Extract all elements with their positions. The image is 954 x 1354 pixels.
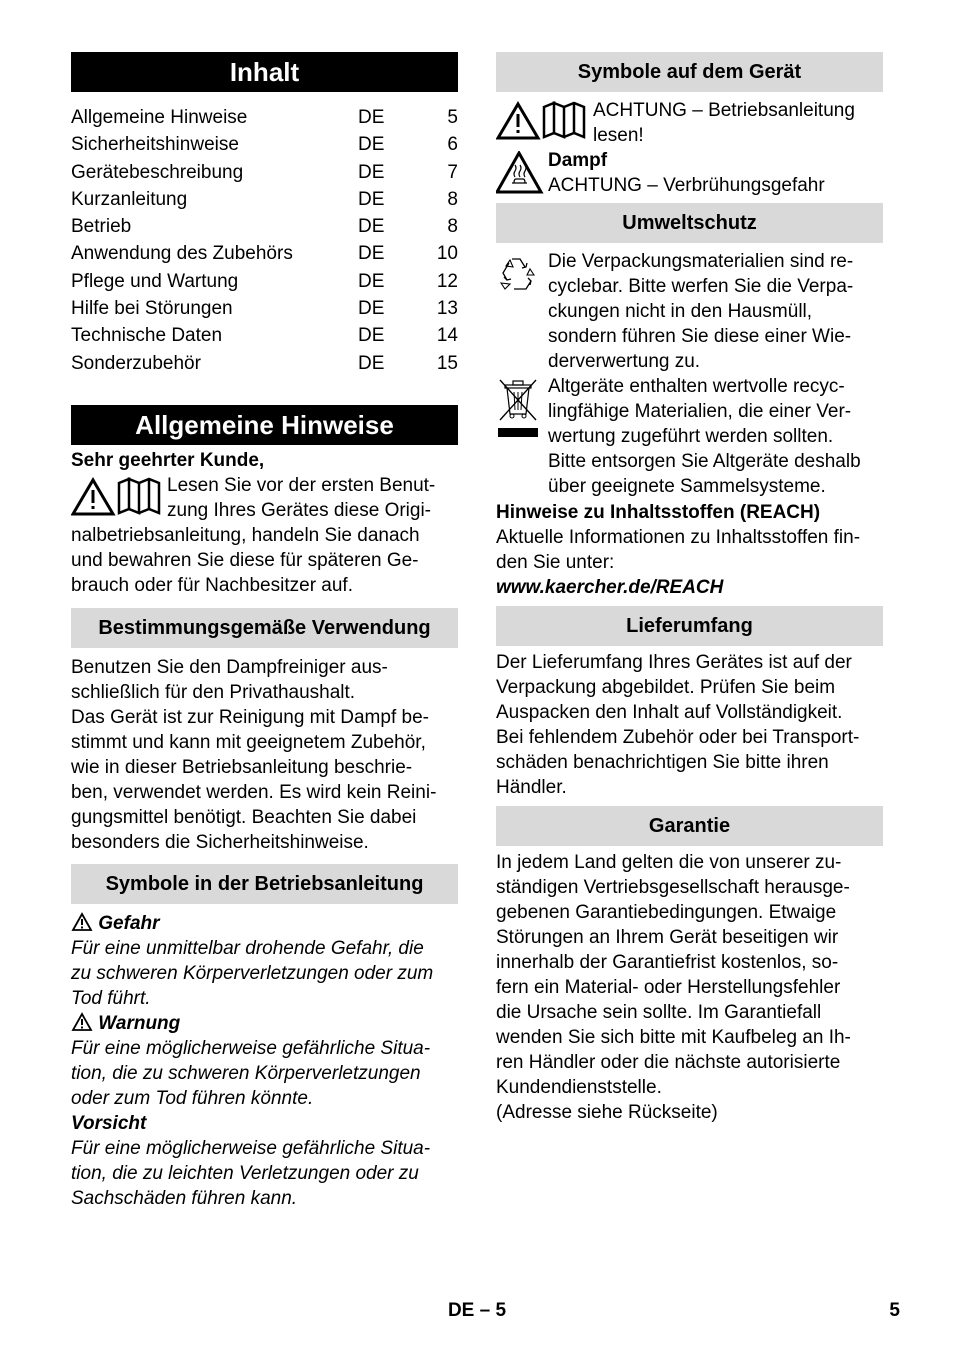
- text-line: wertung zugeführt werden sollten.: [548, 426, 834, 447]
- text-line: Der Lieferumfang Ihres Gerätes ist auf der: [496, 652, 852, 673]
- toc-lang: DE: [358, 325, 385, 347]
- recycling-icon: [496, 253, 540, 297]
- toc-page: 6: [447, 134, 458, 156]
- text-line: derverwertung zu.: [548, 351, 701, 372]
- text-line: Händler.: [496, 777, 567, 798]
- text-line: innerhalb der Garantiefrist kostenlos, so-: [496, 952, 839, 973]
- intro-block: [71, 473, 458, 523]
- reach-link[interactable]: www.kaercher.de/REACH: [496, 577, 724, 598]
- right-column: [496, 52, 883, 1125]
- steam-text: ACHTUNG – Verbrühungsgefahr: [548, 175, 825, 196]
- text-line: cyclebar. Bitte werfen Sie die Verpa-: [548, 276, 854, 297]
- caution-label: Vorsicht: [71, 1112, 147, 1134]
- text-line: ckungen nicht in den Hausmüll,: [548, 301, 813, 322]
- delivery-heading: Lieferumfang: [496, 606, 883, 646]
- toc-page: 14: [436, 325, 458, 347]
- packaging-row: [496, 249, 883, 374]
- toc-lang: DE: [358, 270, 385, 292]
- steam-symbol-row: [496, 148, 883, 198]
- text-line: gungsmittel benötigt. Beachten Sie dabei: [71, 806, 417, 828]
- toc-entry: Allgemeine Hinweise: [71, 107, 248, 128]
- text-line: fern ein Material- oder Herstellungsfehler: [496, 977, 841, 998]
- text-line: ständigen Vertriebsgesellschaft herausge-: [496, 877, 850, 898]
- toc-row[interactable]: [71, 131, 458, 158]
- manual-symbol-text: ACHTUNG – Betriebsanleitung: [593, 100, 855, 121]
- text-line: Altgeräte enthalten wertvolle recyc-: [548, 376, 845, 397]
- text-line: oder zum Tod führen könnte.: [71, 1087, 314, 1109]
- toc-page: 10: [436, 243, 458, 265]
- text-line: tion, die zu leichten Verletzungen oder zu: [71, 1162, 419, 1184]
- text-line: Für eine möglicherweise gefährliche Situa-: [71, 1137, 431, 1159]
- warranty-heading: Garantie: [496, 806, 883, 846]
- text-line: ben, verwendet werden. Es wird kein Reini-: [71, 781, 437, 803]
- text-line: besonders die Sicherheitshinweise.: [71, 831, 369, 853]
- text-line: Auspacken den Inhalt auf Vollständigkeit.: [496, 702, 843, 723]
- toc-entry: Pflege und Wartung: [71, 270, 239, 292]
- toc-row[interactable]: [71, 268, 458, 295]
- toc-lang: DE: [358, 107, 385, 128]
- text-line: über geeignete Sammelsysteme.: [548, 476, 826, 497]
- toc-page: 7: [447, 161, 458, 183]
- toc-entry: Kurzanleitung: [71, 188, 188, 210]
- toc-row[interactable]: [71, 295, 458, 322]
- text-line: gebenen Garantiebedingungen. Etwaige: [496, 902, 837, 923]
- old-devices-text: [548, 374, 861, 499]
- general-heading: Allgemeine Hinweise: [71, 405, 458, 445]
- intended-use-heading: Bestimmungsgemäße Verwendung: [71, 608, 458, 648]
- text-line: lingfähige Materialien, die einer Ver-: [548, 401, 852, 422]
- warning-label-row: [71, 1011, 458, 1036]
- warning-triangle-icon: [71, 1012, 93, 1032]
- text-line: Kundendienststelle.: [496, 1077, 662, 1098]
- toc-row[interactable]: [71, 186, 458, 213]
- toc-row[interactable]: [71, 350, 458, 377]
- text-line: Für eine möglicherweise gefährliche Situa-: [71, 1037, 431, 1059]
- delivery-text: [496, 650, 883, 800]
- environment-heading: Umweltschutz: [496, 203, 883, 243]
- toc-page: 12: [436, 270, 458, 292]
- toc-page: 8: [447, 216, 458, 238]
- text-line: Bitte entsorgen Sie Altgeräte deshalb: [548, 451, 861, 472]
- footer-section-page: DE – 5: [447, 1300, 507, 1321]
- text-line: sondern führen Sie diese einer Wie-: [548, 326, 852, 347]
- warning-manual-icon: [496, 101, 588, 141]
- toc-lang: DE: [358, 216, 385, 238]
- footer-page-number: 5: [889, 1300, 900, 1321]
- toc-heading: Inhalt: [71, 52, 458, 92]
- left-column: [71, 52, 458, 1211]
- toc-lang: DE: [358, 298, 385, 320]
- toc-row[interactable]: [71, 213, 458, 240]
- warning-label: Warnung: [98, 1012, 181, 1034]
- danger-triangle-icon: [71, 912, 93, 932]
- caution-text: [71, 1136, 458, 1211]
- toc-entry: Hilfe bei Störungen: [71, 298, 233, 320]
- toc-lang: DE: [358, 188, 385, 210]
- intro-line: zung Ihres Gerätes diese Origi-: [167, 499, 432, 521]
- intro-line: brauch oder für Nachbesitzer auf.: [71, 574, 353, 596]
- danger-label-row: [71, 911, 458, 936]
- intro-line: nalbetriebsanleitung, handeln Sie danach: [71, 524, 420, 546]
- text-line: Störungen an Ihrem Gerät beseitigen wir: [496, 927, 839, 948]
- toc-page: 13: [436, 298, 458, 320]
- toc-lang: DE: [358, 352, 385, 374]
- hot-steam-icon: [496, 151, 544, 195]
- warranty-text: [496, 850, 883, 1125]
- text-line: Die Verpackungsmaterialien sind re-: [548, 251, 854, 272]
- toc-entry: Sicherheitshinweise: [71, 134, 239, 156]
- warning-manual-icon: [71, 477, 163, 517]
- danger-label: Gefahr: [98, 912, 160, 934]
- toc-page: 5: [447, 107, 458, 128]
- text-line: wenden Sie sich bitte mit Kaufbeleg an Ih-: [496, 1027, 851, 1048]
- crossed-bin-icon: [496, 376, 540, 440]
- toc-entry: Anwendung des Zubehörs: [71, 243, 293, 265]
- packaging-text: [548, 249, 853, 374]
- text-line: Das Gerät ist zur Reinigung mit Dampf be-: [71, 706, 429, 728]
- reach-text: den Sie unter:: [496, 552, 615, 573]
- toc-table: [71, 104, 458, 377]
- old-devices-row: [496, 374, 883, 499]
- text-line: Für eine unmittelbar drohende Gefahr, die: [71, 937, 424, 959]
- text-line: Benutzen Sie den Dampfreiniger aus-: [71, 656, 388, 678]
- text-line: Tod führt.: [71, 987, 151, 1009]
- device-symbols-heading: Symbole auf dem Gerät: [496, 52, 883, 92]
- text-line: In jedem Land gelten die von unserer zu-: [496, 852, 842, 873]
- toc-lang: DE: [358, 161, 385, 183]
- text-line: die Ursache sein sollte. Im Garantiefall: [496, 1002, 822, 1023]
- manual-symbol-row: [496, 98, 883, 148]
- text-line: ren Händler oder die nächste autorisierte: [496, 1052, 841, 1073]
- warning-text: [71, 1036, 458, 1111]
- toc-entry: Technische Daten: [71, 325, 223, 347]
- intro-line: und bewahren Sie diese für späteren Ge-: [71, 549, 419, 571]
- toc-lang: DE: [358, 134, 385, 156]
- toc-entry: Sonderzubehör: [71, 352, 201, 374]
- toc-row[interactable]: [71, 159, 458, 186]
- toc-entry: Betrieb: [71, 216, 132, 238]
- toc-row[interactable]: [71, 240, 458, 267]
- toc-page: 8: [447, 188, 458, 210]
- toc-lang: DE: [358, 243, 385, 265]
- intro-line: Lesen Sie vor der ersten Benut-: [167, 474, 436, 496]
- danger-text: [71, 936, 458, 1011]
- text-line: Bei fehlendem Zubehör oder bei Transport-: [496, 727, 860, 748]
- text-line: tion, die zu schweren Körperverletzungen: [71, 1062, 421, 1084]
- text-line: wie in dieser Betriebsanleitung beschrie-: [71, 756, 413, 778]
- text-line: schließlich für den Privathaushalt.: [71, 681, 356, 703]
- toc-row[interactable]: [71, 322, 458, 349]
- text-line: schäden benachrichtigen Sie bitte ihren: [496, 752, 829, 773]
- intended-use-text: [71, 655, 458, 855]
- greeting: Sehr geehrter Kunde,: [71, 449, 265, 471]
- manual-symbols-heading: Symbole in der Betriebsanleitung: [71, 864, 458, 904]
- text-line: zu schweren Körperverletzungen oder zum: [71, 962, 434, 984]
- toc-page: 15: [436, 352, 458, 374]
- text-line: Sachschäden führen kann.: [71, 1187, 298, 1209]
- manual-symbol-text: lesen!: [593, 125, 644, 146]
- text-line: (Adresse siehe Rückseite): [496, 1102, 718, 1123]
- text-line: Verpackung abgebildet. Prüfen Sie beim: [496, 677, 836, 698]
- text-line: stimmt und kann mit geeignetem Zubehör,: [71, 731, 426, 753]
- toc-row[interactable]: [71, 104, 458, 131]
- reach-heading: Hinweise zu Inhaltsstoffen (REACH): [496, 502, 821, 523]
- steam-label: Dampf: [548, 150, 608, 171]
- reach-text: Aktuelle Informationen zu Inhaltsstoffen fin-: [496, 527, 861, 548]
- toc-entry: Gerätebeschreibung: [71, 161, 244, 183]
